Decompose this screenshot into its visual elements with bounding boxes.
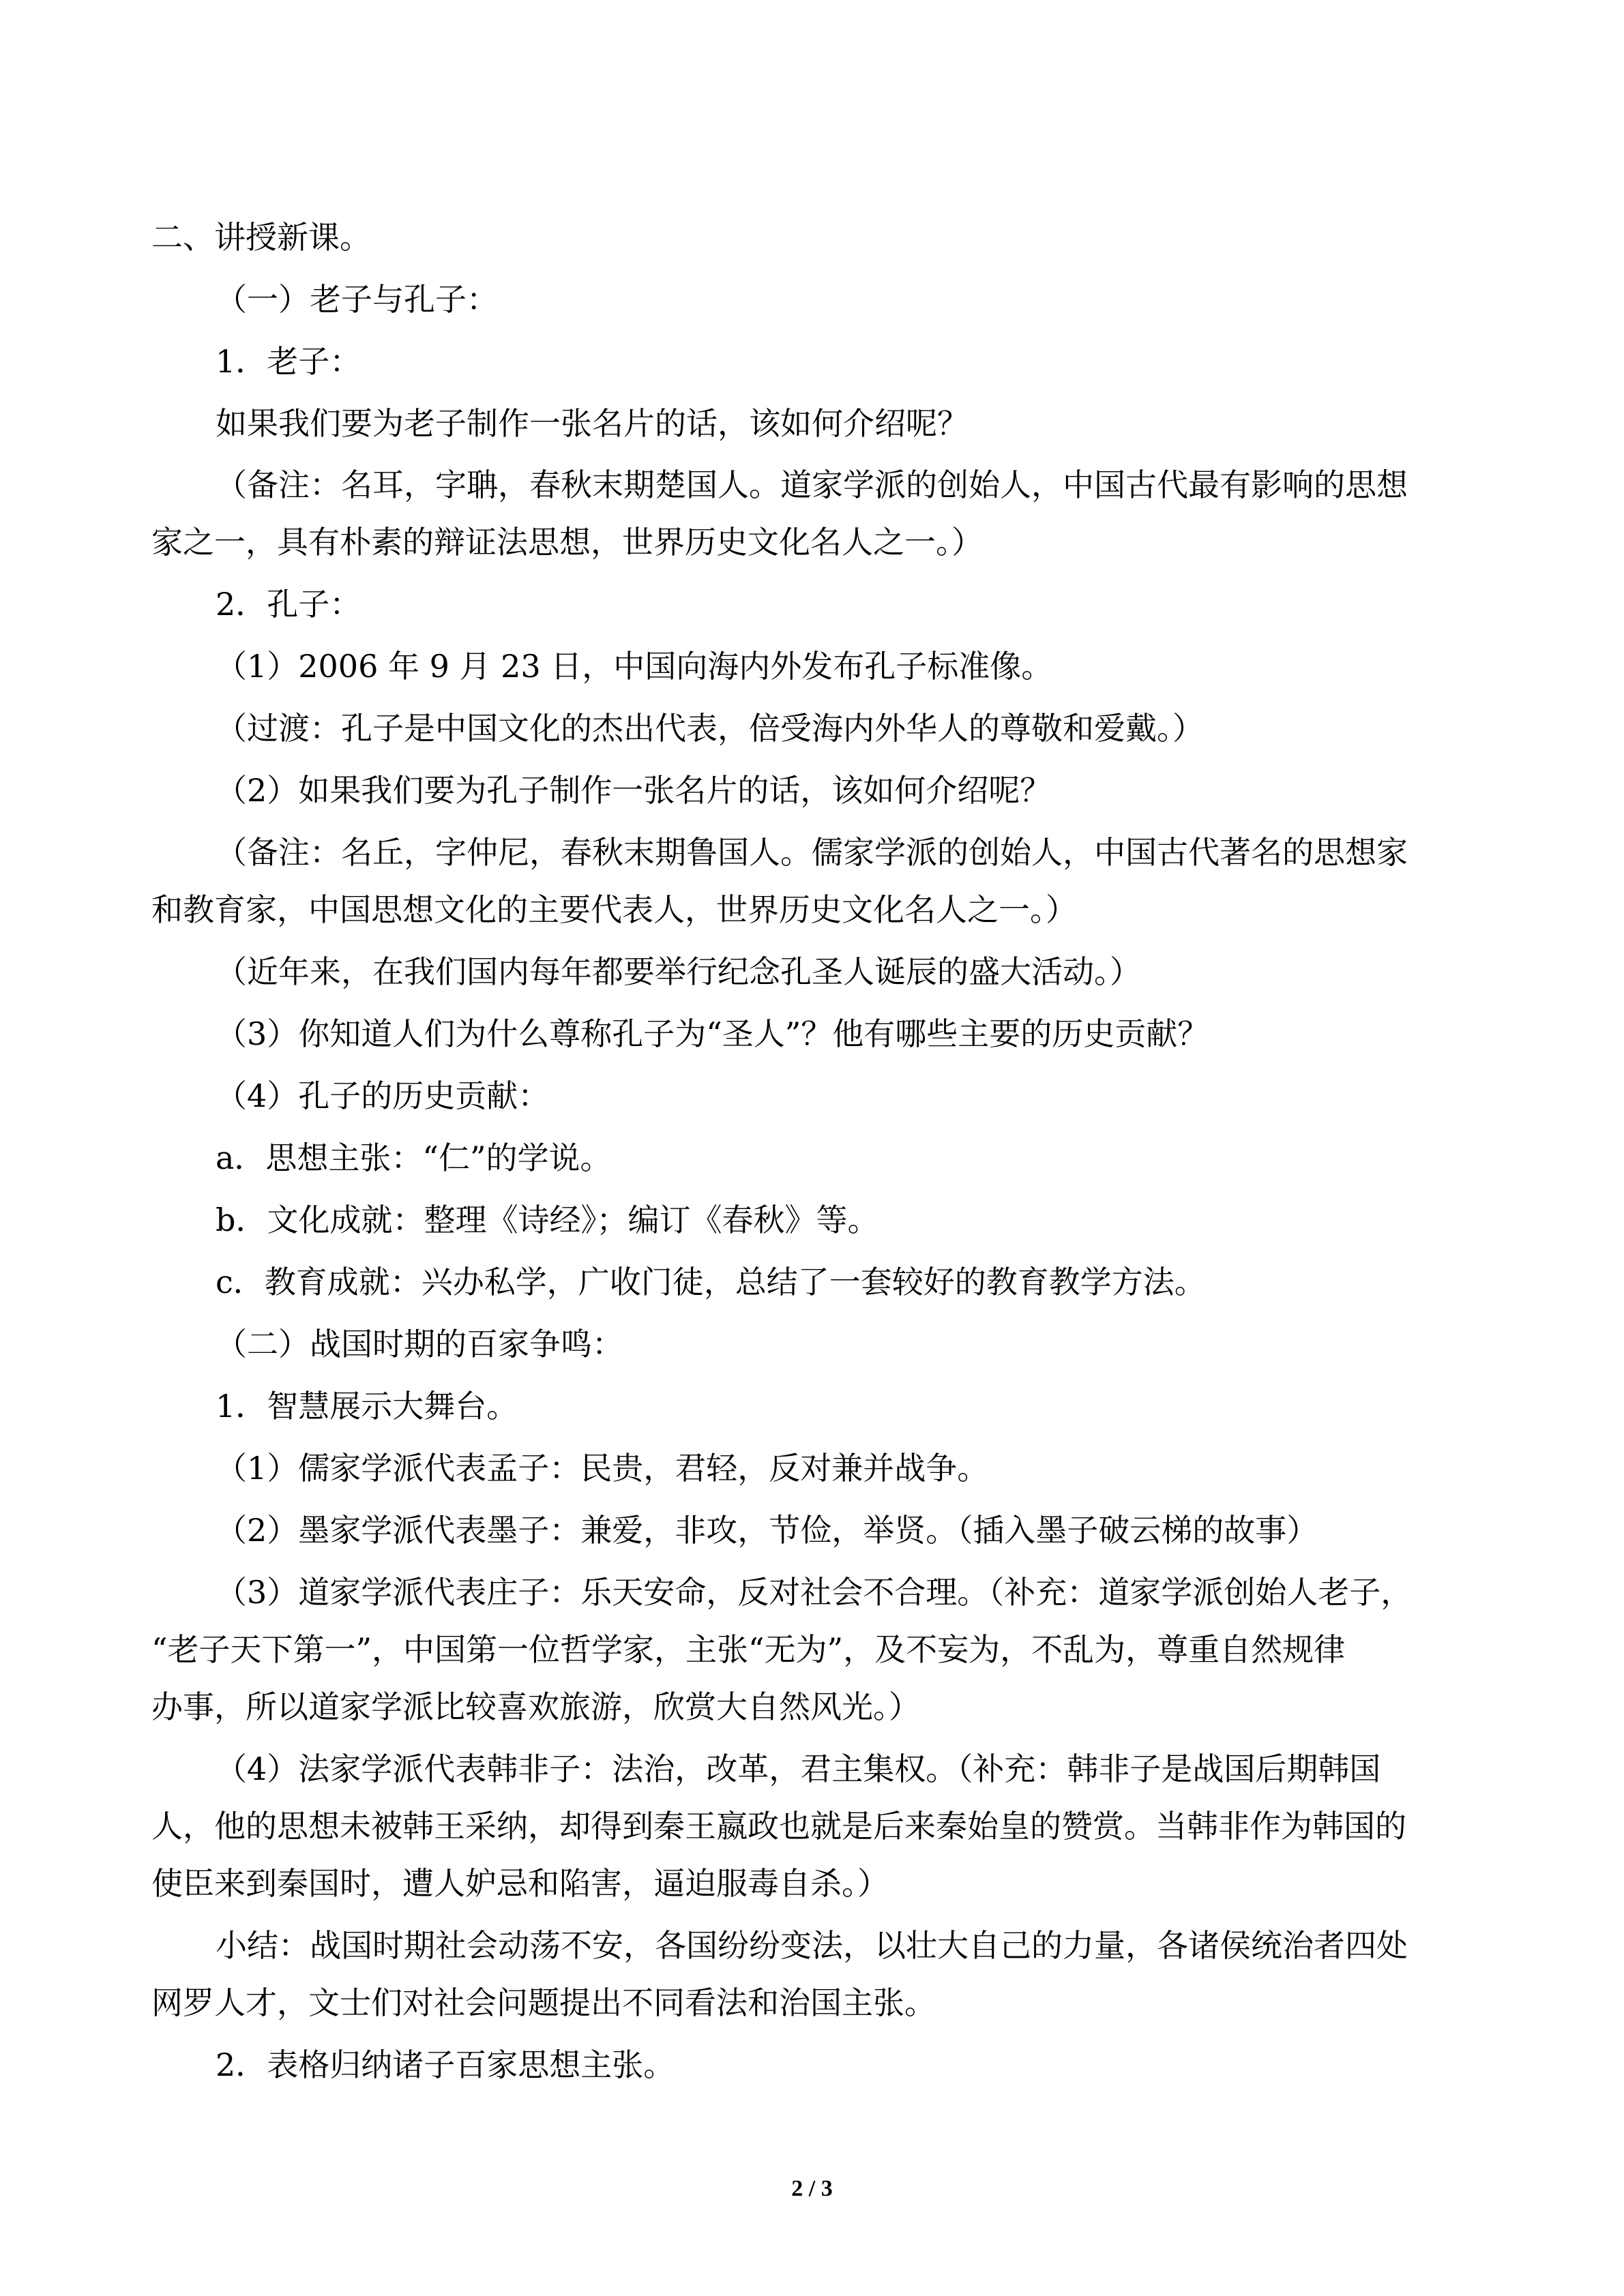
paragraph-line: （4）孔子的历史贡献： — [216, 1077, 550, 1114]
section-heading: 二、讲授新课。 — [151, 219, 371, 256]
paragraph-line: （过渡：孔子是中国文化的杰出代表，倍受海内外华人的尊敬和爱戴。） — [216, 710, 1204, 747]
paragraph-line: （2）墨家学派代表墨子：兼爱，非攻，节俭，举贤。（插入墨子破云梯的故事） — [216, 1512, 1318, 1549]
paragraph-line: 使臣来到秦国时，遭人妒忌和陷害，逼迫服毒自杀。） — [151, 1865, 889, 1902]
list-item: c．教育成就：兴办私学，广收门徒，总结了一套较好的教育教学方法。 — [216, 1264, 1206, 1300]
subsection-heading: （一）老子与孔子： — [216, 281, 498, 318]
paragraph-line: 家之一，具有朴素的辩证法思想，世界历史文化名人之一。） — [151, 524, 983, 561]
list-item: a．思想主张：“仁”的学说。 — [216, 1139, 612, 1176]
item-heading: 2．孔子： — [216, 586, 361, 623]
page-number: 2 / 3 — [791, 2176, 833, 2201]
item-heading: 1．智慧展示大舞台。 — [216, 1388, 518, 1425]
paragraph-line: （备注：名耳，字聃，春秋末期楚国人。道家学派的创始人，中国古代最有影响的思想 — [216, 466, 1408, 503]
paragraph-line: （近年来，在我们国内每年都要举行纪念孔圣人诞辰的盛大活动。） — [216, 953, 1141, 990]
summary-line: 网罗人才，文士们对社会问题提出不同看法和治国主张。 — [151, 1984, 936, 2021]
list-item: b．文化成就：整理《诗经》；编订《春秋》等。 — [216, 1202, 879, 1238]
paragraph-line: “老子天下第一”，中国第一位哲学家，主张“无为”，及不妄为，不乱为，尊重自然规律 — [151, 1631, 1346, 1668]
paragraph-line: （1）2006 年 9 月 23 日，中国向海内外发布孔子标准像。 — [216, 648, 1053, 685]
item-heading: 1．老子： — [216, 343, 361, 380]
paragraph-line: 办事，所以道家学派比较喜欢旅游，欣赏大自然风光。） — [151, 1688, 920, 1725]
summary-line: 小结：战国时期社会动荡不安，各国纷纷变法，以壮大自己的力量，各诸侯统治者四处 — [216, 1927, 1408, 1964]
paragraph-line: （3）你知道人们为什么尊称孔子为“圣人”？他有哪些主要的历史贡献？ — [216, 1015, 1209, 1052]
paragraph-line: （3）道家学派代表庄子：乐天安命，反对社会不合理。（补充：道家学派创始人老子， — [216, 1574, 1413, 1611]
paragraph-line: （1）儒家学派代表孟子：民贵，君轻，反对兼并战争。 — [216, 1450, 989, 1487]
paragraph-line: （4）法家学派代表韩非子：法治，改革，君主集权。（补充：韩非子是战国后期韩国 — [216, 1750, 1381, 1787]
subsection-heading: （二）战国时期的百家争鸣： — [216, 1326, 623, 1362]
paragraph-line: 人，他的思想未被韩王采纳，却得到秦王嬴政也就是后来秦始皇的赞赏。当韩非作为韩国的 — [151, 1808, 1406, 1845]
paragraph-line: （2）如果我们要为孔子制作一张名片的话，该如何介绍呢？ — [216, 772, 1052, 809]
item-heading: 2．表格归纳诸子百家思想主张。 — [216, 2046, 675, 2083]
paragraph-line: （备注：名丘，字仲尼，春秋末期鲁国人。儒家学派的创始人，中国古代著名的思想家 — [216, 834, 1408, 871]
paragraph-line: 和教育家，中国思想文化的主要代表人，世界历史文化名人之一。） — [151, 891, 1077, 928]
paragraph-line: 如果我们要为老子制作一张名片的话，该如何介绍呢？ — [216, 405, 969, 442]
